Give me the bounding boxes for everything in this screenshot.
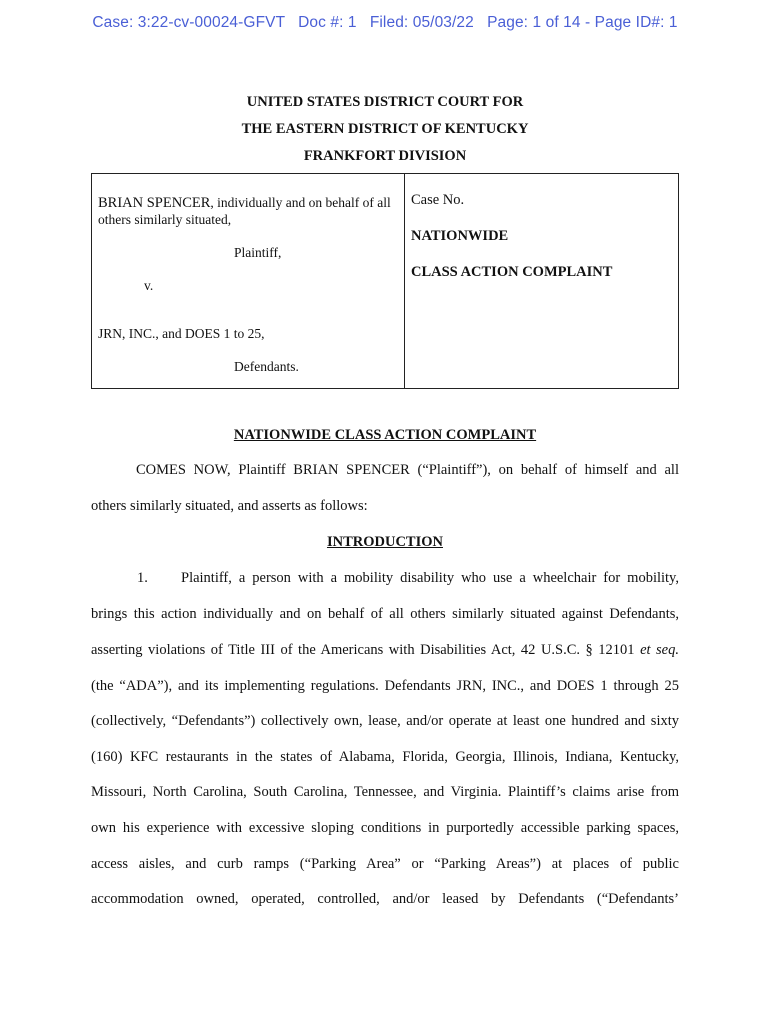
paragraph-line: access aisles, and curb ramps (“Parking Area” or “Parking Areas”) at places of public: [91, 856, 679, 872]
plaintiff-description-2: others similarly situated,: [98, 212, 232, 227]
intro-line-1: COMES NOW, Plaintiff BRIAN SPENCER (“Plaintiff”), on behalf of himself and all: [136, 462, 679, 478]
doc-title-line-2: CLASS ACTION COMPLAINT: [411, 264, 613, 280]
paragraph-line: asserting violations of Title III of the Americans with Disabilities Act, 42 U.S.C. § 12101: [91, 642, 635, 658]
paragraph-number: 1.: [137, 570, 148, 586]
plaintiff-role: Plaintiff,: [234, 245, 282, 260]
case-caption-box: [91, 173, 679, 389]
et-seq: et seq.: [640, 642, 679, 658]
plaintiff-description: , individually and on behalf of all: [210, 195, 391, 210]
paragraph-line: own his experience with excessive sloping conditions in purportedly accessible parking spaces,: [91, 820, 679, 836]
paragraph-line: (the “ADA”), and its implementing regulations. Defendants JRN, INC., and DOES 1 through 25: [91, 678, 679, 694]
paragraph-line: Missouri, North Carolina, South Carolina, Tennessee, and Virginia. Plaintiff’s claims arise from: [91, 784, 679, 800]
defendants-role: Defendants.: [234, 359, 299, 374]
document-title: NATIONWIDE CLASS ACTION COMPLAINT: [233, 427, 537, 443]
paragraph-line: Plaintiff, a person with a mobility disability who use a wheelchair for mobility,: [181, 570, 679, 586]
versus: v.: [144, 278, 154, 293]
paragraph-line: brings this action individually and on behalf of all others similarly situated against Defendants,: [91, 606, 679, 622]
intro-line-2: others similarly situated, and asserts as follows:: [91, 498, 368, 514]
doc-title-line-1: NATIONWIDE: [411, 228, 509, 244]
paragraph-line: (160) KFC restaurants in the states of Alabama, Florida, Georgia, Illinois, Indiana, Kentucky,: [91, 749, 679, 765]
caption-divider: [404, 174, 405, 388]
defendants-name: JRN, INC., and DOES 1 to 25,: [98, 326, 265, 341]
court-division: FRANKFORT DIVISION: [303, 148, 467, 164]
court-name-line-2: THE EASTERN DISTRICT OF KENTUCKY: [241, 121, 529, 137]
plaintiff-line: [98, 194, 391, 212]
filing-stamp: Case: 3:22-cv-00024-GFVT Doc #: 1 Filed: 05/03/22 Page: 1 of 14 - Page ID#: 1: [92, 14, 678, 31]
case-number-label: Case No.: [411, 192, 465, 208]
paragraph-line: accommodation owned, operated, controlled, and/or leased by Defendants (“Defendants’: [91, 891, 679, 907]
paragraph-line-with-citation: [91, 642, 679, 659]
court-name-line-1: UNITED STATES DISTRICT COURT FOR: [246, 94, 524, 110]
plaintiff-name: BRIAN SPENCER: [98, 195, 211, 211]
section-heading-introduction: INTRODUCTION: [326, 534, 443, 550]
paragraph-line: (collectively, “Defendants”) collectively own, lease, and/or operate at least one hundred and sixty: [91, 713, 679, 729]
